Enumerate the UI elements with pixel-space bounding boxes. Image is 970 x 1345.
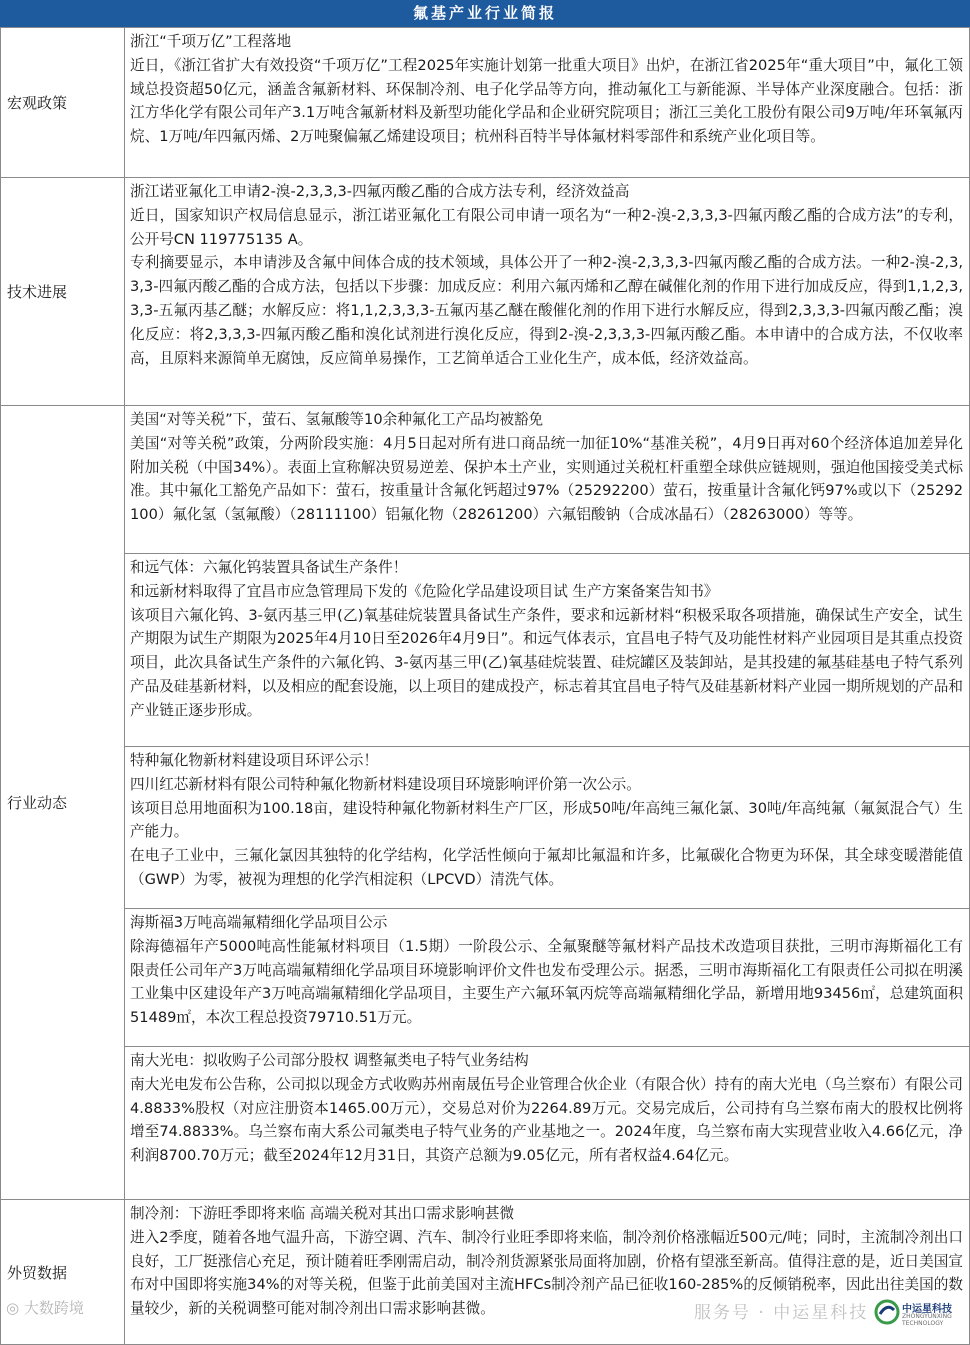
watermark-right: 服务号 · 中运星科技	[694, 1303, 869, 1323]
category-tech-progress: 技术进展	[1, 178, 125, 406]
entry-body: 南大光电发布公告称，公司拟以现金方式收购苏州南晟伍号企业管理合伙企业（有限合伙）持有的南大光电（乌兰察布）有限公司4.8833%股权（对应注册资本1465.00万元），交易总对价为2264.89万元。交易完成后，公司持有乌兰察布南大的股权比例将增至74.8833%。乌兰察布南大系公司氟类电子特气业务的产业基地之一。2024年度，乌兰察布南大实现营业收入4.66亿元，净利润8700.70万元；截至2024年12月31日，其资产总额为9.05亿元，所有者权益4.64亿元。	[130, 1075, 963, 1165]
briefing-table	[0, 27, 970, 1345]
entry-headline: 浙江“千项万亿”工程落地	[130, 33, 292, 50]
entry-body: 四川红芯新材料有限公司特种氟化物新材料建设项目环境影响评价第一次公示。 该项目总用地面积为100.18亩，建设特种氟化物新材料生产厂区，形成50吨/年高纯三氟化氯、30吨/年高纯氟（氟氮混合气）生产能力。 在电子工业中，三氟化氯因其独特的化学结构，化学活性倾向于氟却比氟温和许多，比氟碳化合物更为环保，其全球变暖潜能值（GWP）为零，被视为理想的化学汽相淀积（LPCVD）清洗气体。	[130, 775, 963, 888]
entry-body: 近日，国家知识产权局信息显示，浙江诺亚氟化工有限公司申请一项名为“一种2-溴-2,3,3,3-四氟丙酸乙酯的合成方法”的专利，公开号CN 119775135 A。	[130, 206, 963, 248]
row-industry-1	[1, 406, 970, 554]
industry-entry	[125, 1047, 969, 1199]
row-macro	[1, 28, 970, 178]
category-trade-data: 外贸数据	[1, 1200, 125, 1345]
company-logo	[872, 1298, 968, 1326]
entry-body: 和远新材料取得了宜昌市应急管理局下发的《危险化学品建设项目试 生产方案备案告知书》 该项目六氟化钨、3-氨丙基三甲(乙)氧基硅烷装置具备试生产条件，要求和远新材料“积极采取各项措施，确保试生产安全，试生产期限为试生产期限为2025年4月10日至2026年4月9日”。和远气体表示，宜昌电子特气及功能性材料产业园项目是其重点投资项目，此次具备试生产条件的六氟化钨、3-氨丙基三甲(乙)氧基硅烷装置、硅烷罐区及装卸站，是其投建的氟基硅基电子特气系列产品及硅基新材料，以及相应的配套设施，以上项目的建成投产，标志着其宜昌电子特气及硅基新材料产业园一期所规划的产品和产业链正逐步形成。	[130, 582, 963, 719]
tech-progress-entry	[125, 178, 969, 405]
industry-entry	[125, 909, 969, 1046]
watermark-left: ◎ 大数跨境	[6, 1299, 84, 1317]
entry-headline: 和远气体：六氟化钨装置具备试生产条件！	[130, 559, 408, 576]
industry-entry	[125, 406, 969, 553]
macro-policy-entry	[125, 28, 969, 177]
logo-subtitle: ZHONGYUNXING TECHNOLOGY	[902, 1313, 952, 1327]
weibo-icon: ◎	[6, 1299, 20, 1317]
entry-headline: 浙江诺亚氟化工申请2-溴-2,3,3,3-四氟丙酸乙酯的合成方法专利，经济效益高	[130, 183, 630, 200]
entry-body: 进入2季度，随着各地气温升高，下游空调、汽车、制冷行业旺季即将来临，制冷剂价格涨幅近500元/吨；同时，主流制冷剂出口良好，工厂挺涨信心充足，预计随着旺季刚需启动，制冷剂货源紧张局面将加剧，价格有望涨至新高。值得注意的是，近日美国宣布对中国即将实施34%的对等关税，但鉴于此前美国对主流HFCs制冷剂产品已征收160-285%的反倾销税率，因此出往美国的数量较少，新的关税调整可能对制冷剂出口需求影响甚微。	[130, 1228, 963, 1318]
industry-entry	[125, 747, 969, 908]
row-industry-2	[1, 554, 970, 747]
logo-name: 中运星科技	[902, 1304, 952, 1315]
entry-headline: 南大光电：拟收购子公司部分股权 调整氟类电子特气业务结构	[130, 1052, 529, 1069]
entry-headline: 海斯福3万吨高端氟精细化学品项目公示	[130, 914, 388, 931]
category-macro-policy: 宏观政策	[1, 28, 125, 178]
category-industry-news: 行业动态	[1, 406, 125, 1200]
row-industry-5	[1, 1047, 970, 1200]
entry-headline: 制冷剂：下游旺季即将来临 高端关税对其出口需求影响甚微	[130, 1205, 515, 1222]
row-industry-3	[1, 747, 970, 909]
entry-body: 近日，《浙江省扩大有效投资“千项万亿”工程2025年实施计划第一批重大项目》出炉，在浙江省2025年“重大项目”中，氟化工领域总投资超50亿元，涵盖含氟新材料、环保制冷剂、电子化学品等方向，推动氟化工与新能源、半导体产业深度融合。包括：浙江方华化学有限公司年产3.1万吨含氟新材料及新型功能化学品和企业研究院项目；浙江三美化工股份有限公司9万吨/年环氧氟丙烷、1万吨/年四氟丙烯、2万吨聚偏氟乙烯建设项目；杭州科百特半导体氟材料零部件和系统产业化项目等。	[130, 56, 963, 146]
row-industry-4	[1, 909, 970, 1047]
row-tech	[1, 178, 970, 406]
industry-entry	[125, 554, 969, 746]
entry-headline: 特种氟化物新材料建设项目环评公示！	[130, 752, 379, 769]
entry-body: 美国“对等关税”政策，分两阶段实施：4月5日起对所有进口商品统一加征10%“基准关税”，4月9日再对60个经济体追加差异化附加关税（中国34%）。表面上宣称解决贸易逆差、保护本土产业，实则通过关税杠杆重塑全球供应链规则，强迫他国接受美式标准。其中氟化工豁免产品如下：萤石，按重量计含氟化钙超过97%（25292200）萤石，按重量计含氟化钙97%或以下（25292100）氟化氢（氢氟酸）（28111100）铝氟化物（28261200）六氟铝酸钠（合成冰晶石）（28263000）等等。	[130, 434, 963, 524]
entry-body: 专利摘要显示，本申请涉及含氟中间体合成的技术领域，具体公开了一种2-溴-2,3,3,3-四氟丙酸乙酯的合成方法。一种2-溴-2,3,3,3-四氟丙酸乙酯的合成方法，包括以下步骤：加成反应：利用六氟丙烯和乙醇在碱催化剂的作用下进行加成反应，得到1,1,2,3,3,3-五氟丙基乙醚；水解反应：将1,1,2,3,3,3-五氟丙基乙醚在酸催化剂的作用下进行水解反应，得到2,3,3,3-四氟丙酸乙酯；溴化反应：将2,3,3,3-四氟丙酸乙酯和溴化试剂进行溴化反应，得到2-溴-2,3,3,3-四氟丙酸乙酯。本申请中的合成方法，不仅收率高，且原料来源简单无腐蚀，反应简单易操作，工艺简单适合工业化生产，成本低，经济效益高。	[130, 254, 963, 367]
page-title: 氟基产业行业简报	[0, 0, 970, 27]
entry-body: 除海德福年产5000吨高性能氟材料项目（1.5期）一阶段公示、全氟聚醚等氟材料产品技术改造项目获批，三明市海斯福化工有限责任公司年产3万吨高端氟精细化学品项目环境影响评价文件也发布受理公示。据悉，三明市海斯福化工有限责任公司拟在明溪工业集中区建设年产3万吨高端氟精细化学品项目，主要生产六氟环氧丙烷等高端氟精细化学品，新增用地93456㎡，总建筑面积51489㎡，本次工程总投资79710.51万元。	[130, 937, 963, 1027]
entry-headline: 美国“对等关税”下，萤石、氢氟酸等10余种氟化工产品均被豁免	[130, 411, 544, 428]
logo-mark-icon	[874, 1299, 900, 1325]
